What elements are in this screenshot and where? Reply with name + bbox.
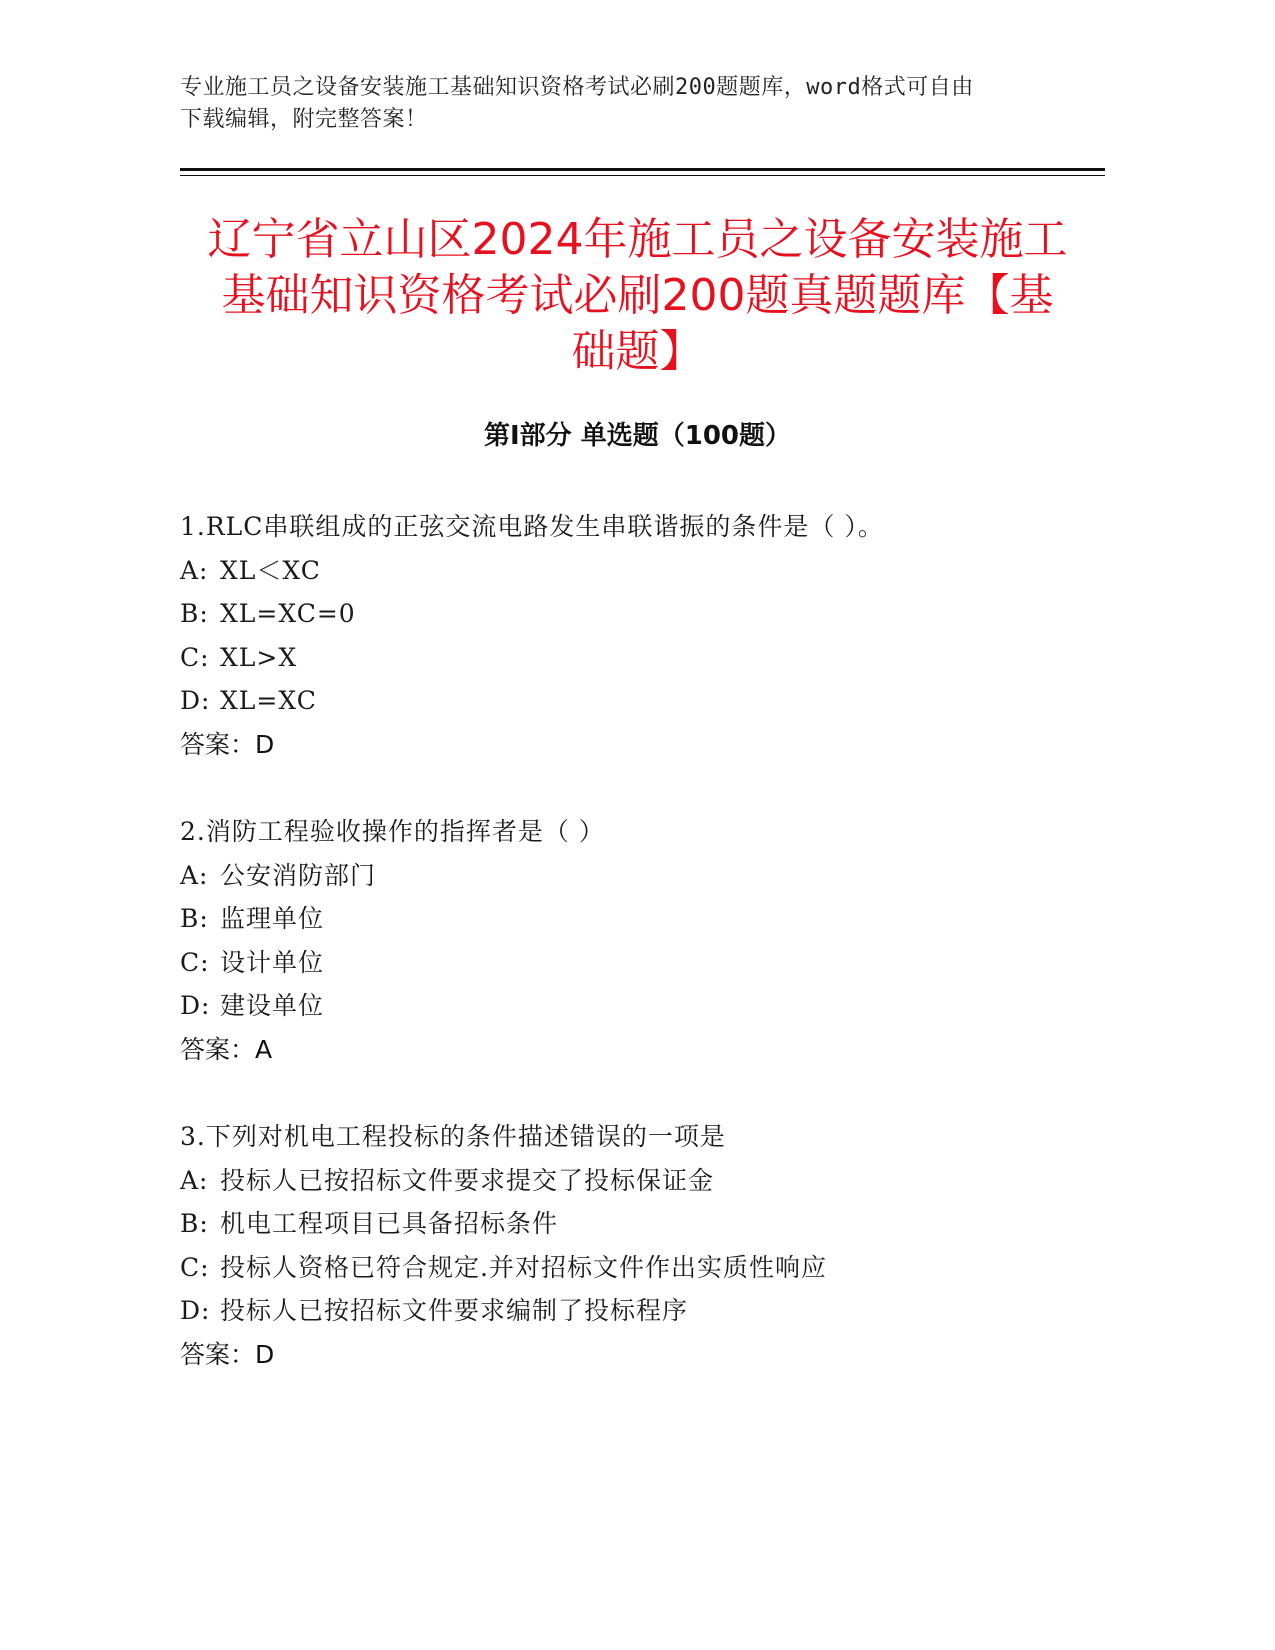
option-c <box>180 636 1110 680</box>
option-text: 公安消防部门 <box>220 860 377 890</box>
option-text: 机电工程项目已具备招标条件 <box>220 1209 559 1238</box>
option-b <box>180 897 1110 941</box>
option-d <box>180 984 1110 1028</box>
document-title-line-3: 础题】 <box>571 326 704 377</box>
header-divider-thick <box>180 168 1105 171</box>
header-note-line-2: 下载编辑，附完整答案！ <box>180 107 428 132</box>
option-letter: B: <box>180 599 209 628</box>
option-text: 投标人资格已符合规定.并对招标文件作出实质性响应 <box>220 1252 827 1282</box>
option-d <box>180 1289 1110 1333</box>
option-a <box>180 549 1110 593</box>
document-title-line-1: 辽宁省立山区2024年施工员之设备安装施工 <box>207 214 1068 265</box>
option-text: 建设单位 <box>220 991 325 1020</box>
option-text: XL＜XC <box>220 555 321 585</box>
document-title <box>150 212 1125 380</box>
question-stem: 1.RLC串联组成的正弦交流电路发生串联谐振的条件是（ ）。 <box>180 512 884 541</box>
option-letter: A: <box>180 555 209 585</box>
option-b <box>180 592 1110 636</box>
option-text: XL=XC <box>220 686 317 715</box>
option-letter: C: <box>180 1252 210 1282</box>
option-b <box>180 1202 1110 1246</box>
option-text: 设计单位 <box>220 947 325 977</box>
answer: 答案：A <box>180 1034 273 1064</box>
header-note-line-1: 专业施工员之设备安装施工基础知识资格考试必刷200题题库，word格式可自由 <box>180 75 974 100</box>
option-letter: D: <box>180 686 211 715</box>
option-a <box>180 854 1110 898</box>
option-text: XL=XC=0 <box>220 599 356 628</box>
option-letter: D: <box>180 1296 211 1325</box>
header-note <box>180 72 1080 136</box>
option-a <box>180 1159 1110 1203</box>
document-title-line-2: 基础知识资格考试必刷200题真题题库【基 <box>221 270 1054 321</box>
option-letter: A: <box>180 1165 209 1195</box>
option-letter: D: <box>180 991 211 1020</box>
option-text: 投标人已按招标文件要求编制了投标程序 <box>220 1296 689 1325</box>
option-d <box>180 679 1110 723</box>
option-letter: C: <box>180 947 210 977</box>
option-text: 投标人已按招标文件要求提交了投标保证金 <box>220 1165 715 1195</box>
question-2 <box>180 810 1110 1071</box>
answer: 答案：D <box>180 1339 275 1369</box>
header-divider-thin <box>180 175 1105 176</box>
option-text: XL>X <box>220 642 298 672</box>
section-heading: 第I部分 单选题（100题） <box>484 421 791 451</box>
option-letter: B: <box>180 904 209 933</box>
option-text: 监理单位 <box>220 904 325 933</box>
answer: 答案：D <box>180 729 275 759</box>
question-1 <box>180 505 1110 766</box>
question-3 <box>180 1115 1110 1376</box>
option-c <box>180 941 1110 985</box>
option-c <box>180 1246 1110 1290</box>
option-letter: C: <box>180 642 210 672</box>
option-letter: B: <box>180 1209 209 1238</box>
option-letter: A: <box>180 860 209 890</box>
question-stem: 3.下列对机电工程投标的条件描述错误的一项是 <box>180 1122 726 1151</box>
question-stem: 2.消防工程验收操作的指挥者是（ ） <box>180 817 605 846</box>
